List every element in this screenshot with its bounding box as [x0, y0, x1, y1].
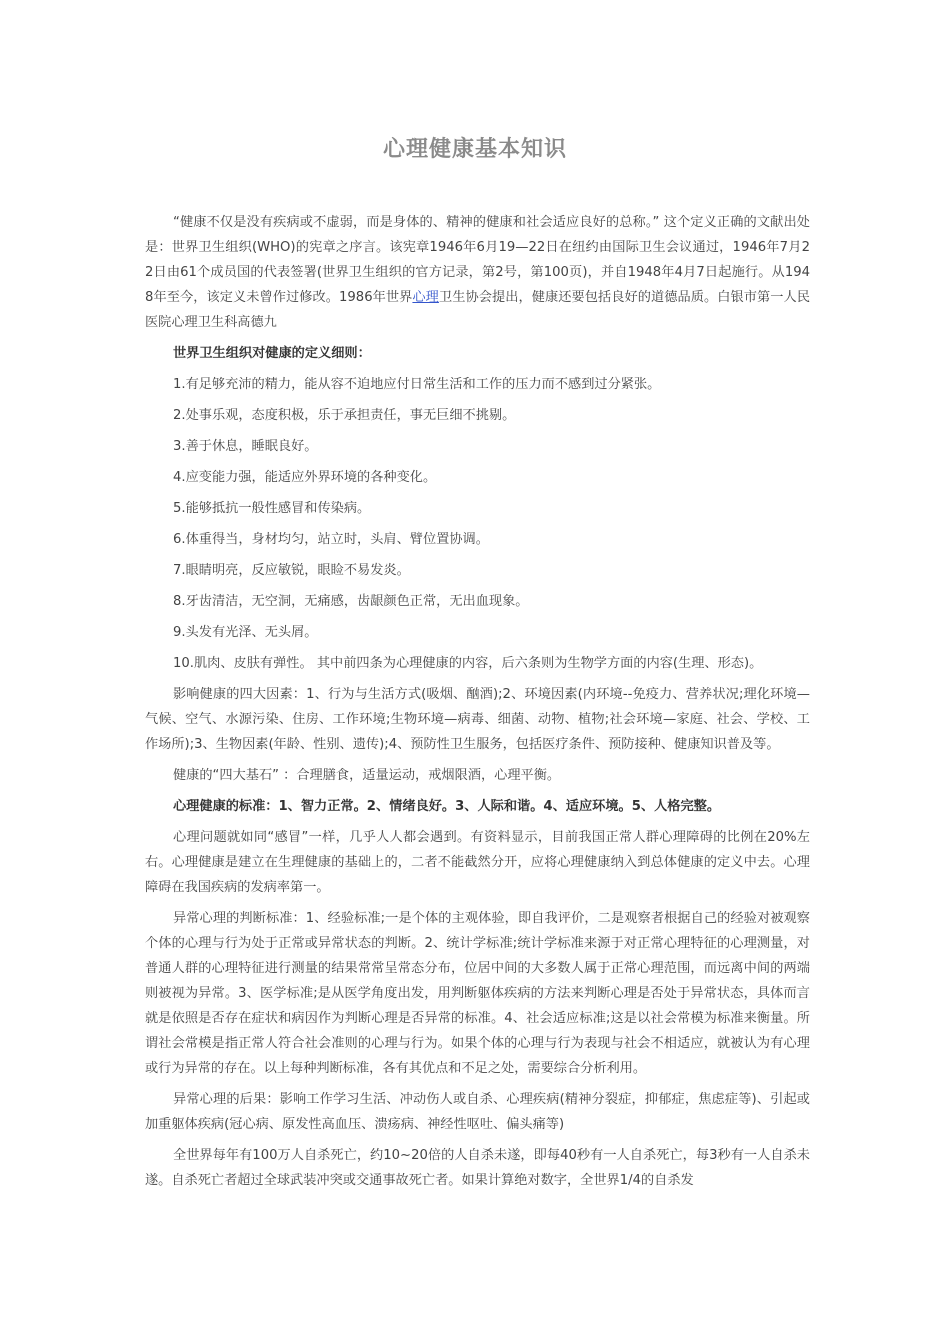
document-body: [145, 210, 810, 1199]
who-item-9: 9.头发有光泽、无头屑。: [173, 625, 318, 640]
who-item-2: 2.处事乐观，态度积极，乐于承担责任，事无巨细不挑剔。: [173, 408, 516, 423]
mental-health-standard: 心理健康的标准：1、智力正常。2、情绪良好。3、人际和谐。4、适应环境。5、人格完整。: [173, 799, 721, 814]
who-item-3: 3.善于休息，睡眠良好。: [173, 439, 318, 454]
who-item-5: 5.能够抵抗一般性感冒和传染病。: [173, 501, 371, 516]
abnormal-criteria-paragraph: 异常心理的判断标准：1、经验标准;一是个体的主观体验，即自我评价，二是观察者根据自己的经验对被观察个体的心理与行为处于正常或异常状态的判断。2、统计学标准;统计学标准来源于对正常心理特征的心理测量，对普通人群的心理特征进行测量的结果常常呈常态分布，位居中间的大多数人属于正常心理范围，而远离中间的两端则被视为异常。3、医学标准;是从医学角度出发，用判断躯体疾病的方法来判断心理是否处于异常状态，具体而言就是依照是否存在症状和病因作为判断心理是否异常的标准。4、社会适应标准;这是以社会常模为标准来衡量。所谓社会常模是指正常人符合社会准则的心理与行为。如果个体的心理与行为表现与社会不相适应，就被认为有心理或行为异常的存在。以上每种判断标准，各有其优点和不足之处，需要综合分析利用。: [145, 911, 810, 1076]
who-definition-heading: 世界卫生组织对健康的定义细则：: [173, 346, 371, 361]
abnormal-consequences-paragraph: 异常心理的后果：影响工作学习生活、冲动伤人或自杀、心理疾病(精神分裂症，抑郁症，焦虑症等)、引起或加重躯体疾病(冠心病、原发性高血压、溃疡病、神经性呕吐、偏头痛等): [145, 1092, 810, 1132]
who-item-1: 1.有足够充沛的精力，能从容不迫地应付日常生活和工作的压力而不感到过分紧张。: [173, 377, 661, 392]
who-item-8: 8.牙齿清洁，无空洞，无痛感，齿龈颜色正常，无出血现象。: [173, 594, 529, 609]
intro-text-part2: 卫生协会提出，健康还要包括良好的道德品质。白银市第一人民医院心理卫生科高德九: [145, 290, 811, 330]
suicide-paragraph: 全世界每年有100万人自杀死亡，约10~20倍的人自杀未遂，即每40秒有一人自杀死亡，每3秒有一人自杀未遂。自杀死亡者超过全球武装冲突或交通事故死亡者。如果计算绝对数字，全世界1/4的自杀发: [145, 1148, 810, 1188]
who-item-4: 4.应变能力强，能适应外界环境的各种变化。: [173, 470, 437, 485]
intro-paragraph: [145, 210, 810, 335]
page-title: 心理健康基本知识: [382, 137, 567, 162]
who-item-6: 6.体重得当，身材均匀，站立时，头肩、臂位置协调。: [173, 532, 489, 547]
psychology-link[interactable]: 心理: [412, 290, 439, 305]
intro-text-part1: “健康不仅是没有疾病或不虚弱，而是身体的、精神的健康和社会适应良好的总称。” 这个定义正确的文献出处是：世界卫生组织(WHO)的宪章之序言。该宪章1946年6月19—22日在纽约由国际卫生会议通过，1946年7月22日由61个成员国的代表签署(世界卫生组织的官方记录，第2号，第100页)，并自1948年4月7日起施行。从1948年至今，该定义未曾作过修改。1986年世界: [145, 215, 810, 305]
four-cornerstones-paragraph: 健康的“四大基石” ：合理膳食，适量运动，戒烟限酒，心理平衡。: [173, 768, 561, 783]
mental-problem-paragraph: 心理问题就如同“感冒”一样，几乎人人都会遇到。有资料显示，目前我国正常人群心理障碍的比例在20%左右。心理健康是建立在生理健康的基础上的，二者不能截然分开，应将心理健康纳入到总体健康的定义中去。心理障碍在我国疾病的发病率第一。: [145, 830, 810, 895]
four-factors-paragraph: 影响健康的四大因素：1、行为与生活方式(吸烟、酗酒);2、环境因素(内环境--免疫力、营养状况;理化环境—气候、空气、水源污染、住房、工作环境;生物环境—病毒、细菌、动物、植物;社会环境—家庭、社会、学校、工作场所);3、生物因素(年龄、性别、遗传);4、预防性卫生服务，包括医疗条件、预防接种、健康知识普及等。: [145, 687, 810, 752]
who-item-7: 7.眼睛明亮，反应敏锐，眼睑不易发炎。: [173, 563, 410, 578]
who-item-10: 10.肌肉、皮肤有弹性。 其中前四条为心理健康的内容，后六条则为生物学方面的内容(生理、形态)。: [173, 656, 763, 671]
